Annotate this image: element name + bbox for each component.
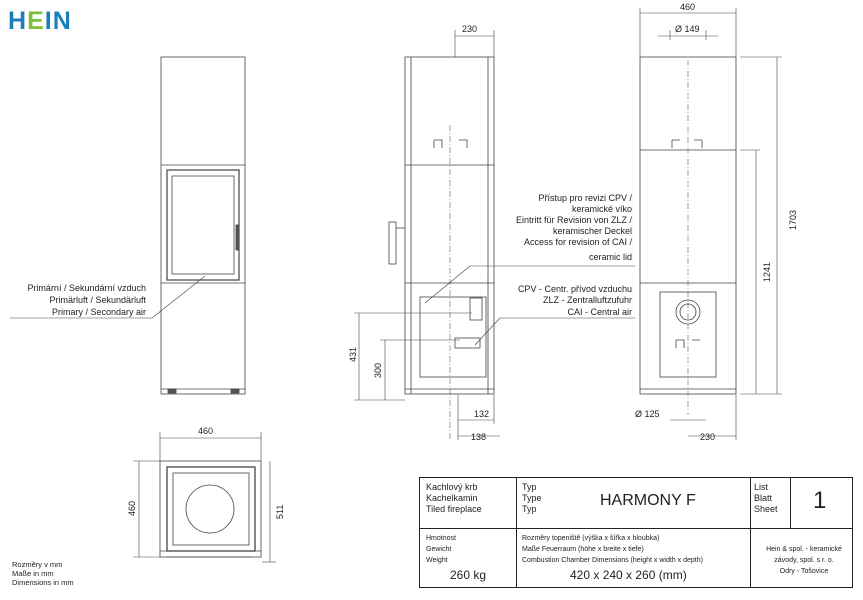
sheet-label: List Blatt Sheet [754,482,778,514]
dim-plan-w: 460 [198,426,214,436]
chamber-value: 420 x 240 x 260 (mm) [570,568,687,582]
dim-plan-d2: 511 [275,504,285,519]
svg-text:ceramic lid: ceramic lid [588,252,632,262]
svg-text:Přístup pro revizi CPV /: Přístup pro revizi CPV / [538,193,632,203]
dim-300: 300 [373,362,383,378]
chamber-label: Rozměry topeniště (výška x šířka x hloubka) Maße Feuerraum (höhe x breite x tiefe) Combustion Chamber Dimensions (height x width x depth) [522,535,703,564]
dim-height-total: 1703 [788,209,798,230]
hein-logo: HEIN [8,7,72,35]
front-view [161,57,245,394]
svg-text:keramischer Deckel: keramischer Deckel [552,226,632,236]
dim-plan-d: 460 [127,500,137,516]
svg-text:CPV - Centr. přívod vzduchu: CPV - Centr. přívod vzduchu [517,284,632,294]
svg-text:ZLZ - Zentralluftzufuhr: ZLZ - Zentralluftzufuhr [542,295,632,305]
access-label [516,193,633,262]
svg-text:CAI - Central air: CAI - Central air [567,307,632,317]
svg-text:Eintritt für Revision von ZLZ: Eintritt für Revision von ZLZ / [515,215,632,225]
dim-cai-dia: Ø 125 [635,409,660,419]
model-name: HARMONY F [600,492,696,509]
dim-132: 132 [474,409,490,419]
dim-height-flue: 1241 [762,261,772,282]
cai-label [518,284,632,317]
type-label: Typ Type Typ [522,482,542,514]
weight-value: 260 kg [450,568,487,582]
dim-side-top: 230 [462,24,478,34]
dim-230b: 230 [700,432,716,442]
dim-front-top: 460 [680,2,696,12]
units-note: Rozměry v mm Maße in mm Dimensions in mm [12,560,74,587]
plan-view [160,461,261,557]
svg-text:keramické víko: keramické víko [571,204,632,214]
sheet-number: 1 [813,487,827,514]
dim-431: 431 [348,346,358,362]
svg-text:Primární / Sekundární vzduch: Primární / Sekundární vzduch [27,283,146,293]
air-left-label [27,283,146,317]
weight-label: Hmotnost Gewicht Weight [426,535,456,564]
title-block [419,477,853,588]
svg-text:Primärluft / Sekundärluft: Primärluft / Sekundärluft [49,295,146,305]
product-type: Kachlový krb Kachelkamin Tiled fireplace [426,482,482,514]
company-info: Hein & spol. - keramické závody, spol. s r. o. Odry - Tošovice [766,546,842,575]
svg-text:Access for revision of CAI /: Access for revision of CAI / [523,237,632,247]
dim-flue-dia: Ø 149 [675,24,700,34]
svg-text:Primary / Secondary air: Primary / Secondary air [51,307,146,317]
side-view [389,57,494,394]
dim-138: 138 [471,432,487,442]
